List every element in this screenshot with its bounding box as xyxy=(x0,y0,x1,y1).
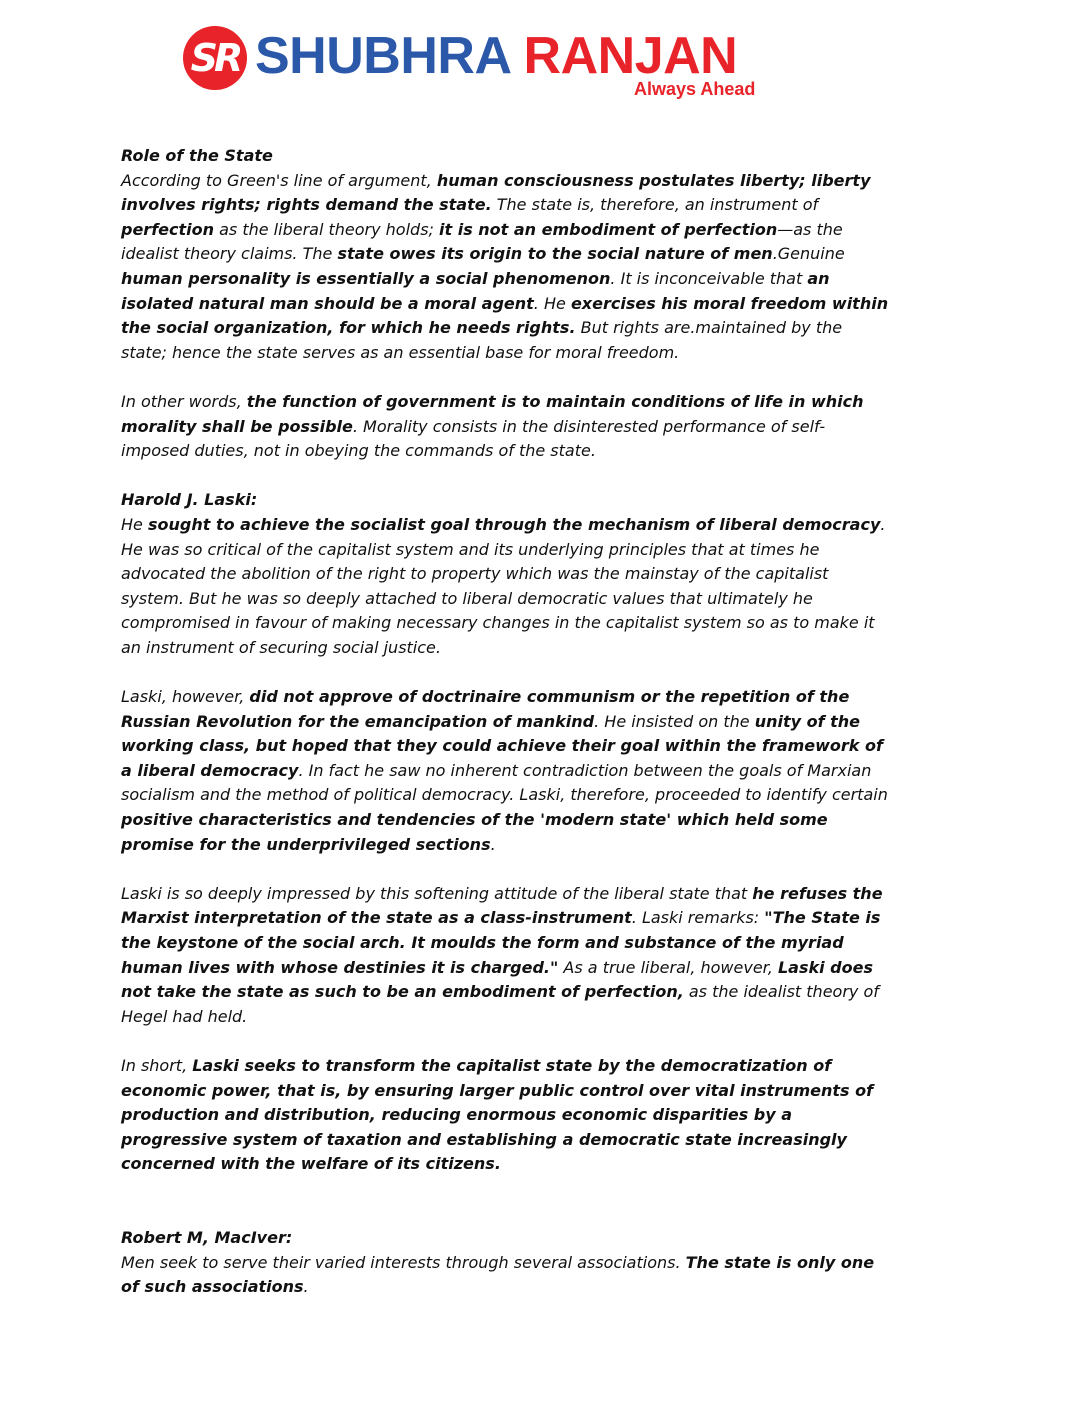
paragraph-role-2: In other words, the function of government is to maintain conditions of life in which morality shall be possible. Morality consists in the disinterested performance of self-imposed duties, not in obeying the commands of the state. xyxy=(121,391,864,461)
brand-name-part1: SHUBHRA xyxy=(255,27,510,85)
section-heading-role: Role of the State xyxy=(121,146,273,165)
paragraph-maciver-1: Men seek to serve their varied interests through several associations. The state is only one of such associations. xyxy=(121,1252,875,1297)
paragraph-laski-1: He sought to achieve the socialist goal through the mechanism of liberal democracy. He was so critical of the capitalist system and its underlying principles that at times he advocated the abolition of the right to property which was the mainstay of the capitalist system. But he was so deeply attached to liberal democratic values that ultimately he compromised in favour of making necessary changes in the capitalist system so as to make it an instrument of securing social justice. xyxy=(121,514,886,657)
section-heading-laski: Harold J. Laski: xyxy=(121,490,258,510)
paragraph-laski-2: Laski, however, did not approve of doctrinaire communism or the repetition of the Russian Revolution for the emancipation of mankind. He insisted on the unity of the working class, but hoped that they could achieve their goal within the framework of a liberal democracy. In fact he saw no inherent contradiction between the goals of Marxian socialism and the method of political democracy. Laski, therefore, proceeded to identify certain positive characteristics and tendencies of the 'modern state' which held some promise for the underprivileged sections. xyxy=(121,687,888,854)
logo-mark: SR xyxy=(183,26,247,90)
paragraph-role-1: According to Green's line of argument, human consciousness postulates liberty; liberty involves rights; rights demand the state. The state is, therefore, an instrument of perfection as the liberal theory holds; it is not an embodiment of perfection—as the idealist theory claims. The state owes its origin to the social nature of men.Genuine human personality is essentially a social phenomenon. It is inconceivable that an isolated natural man should be a moral agent. He exercises his moral freedom within the social organization, for which he needs rights. But rights are.maintained by the state; hence the state serves as an essential base for moral freedom. xyxy=(121,170,889,362)
paragraph-laski-3: Laski is so deeply impressed by this softening attitude of the liberal state that he refuses the Marxist interpretation of the state as a class-instrument. Laski remarks: "The State is the keystone of the social arch. It moulds the form and substance of the myriad human lives with whose destinies it is charged." As a true liberal, however, Laski does not take the state as such to be an embodiment of perfection, as the idealist theory of Hegel had held. xyxy=(121,883,883,1026)
brand-logo xyxy=(183,24,783,104)
document-body xyxy=(121,144,891,1300)
brand-name-part2: RANJAN xyxy=(523,27,738,85)
brand-tagline: Always Ahead xyxy=(634,79,756,99)
paragraph-laski-4: In short, Laski seeks to transform the capitalist state by the democratization of economic power, that is, by ensuring larger public control over vital instruments of production and distribution, reducing enormous economic disparities by a progressive system of taxation and establishing a democratic state increasingly concerned with the welfare of its citizens. xyxy=(121,1055,874,1174)
section-heading-maciver: Robert M, MacIver: xyxy=(121,1228,293,1248)
